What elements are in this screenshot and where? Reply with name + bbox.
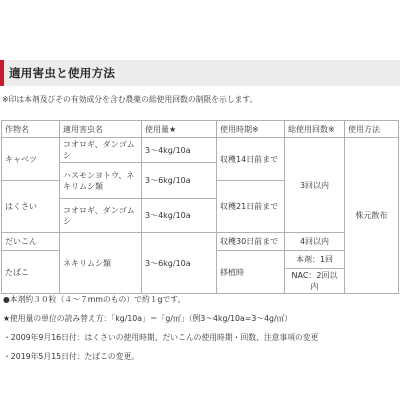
header-crop: 作物名 bbox=[2, 121, 60, 138]
pest-cell: ハスモンヨトウ、ネキリムシ類 bbox=[60, 163, 142, 199]
header-timing: 使用時期※ bbox=[217, 121, 285, 138]
table-row bbox=[2, 138, 399, 163]
count-cell: 3回以内 bbox=[285, 138, 345, 233]
footnote-revision-2009: ・2009年9月16日付：はくさいの使用時期、だいこんの使用時期・回数、注意事項の変更 bbox=[3, 333, 319, 342]
pest-cell: コオロギ、ダンゴムシ bbox=[60, 138, 142, 163]
footnotes bbox=[3, 294, 318, 370]
header-accent-bar bbox=[0, 60, 4, 86]
section-header bbox=[0, 60, 400, 86]
crop-hakusai: はくさい bbox=[2, 181, 60, 233]
header-pest: 適用害虫名 bbox=[60, 121, 142, 138]
timing-cell: 移植時 bbox=[217, 251, 285, 294]
count-cell: 4回以内 bbox=[285, 233, 345, 251]
pest-cell: コオロギ、ダンゴムシ bbox=[60, 199, 142, 233]
pest-cell: ネキリムシ類 bbox=[60, 233, 142, 294]
application-table bbox=[1, 120, 399, 294]
footnote-revision-2019: ・2019年5月15日付：たばこの変更。 bbox=[3, 352, 140, 361]
header-count: 総使用回数※ bbox=[285, 121, 345, 138]
amount-cell: 3～6kg/10a bbox=[142, 163, 217, 199]
amount-cell: 3～6kg/10a bbox=[142, 233, 217, 294]
method-cell: 株元散布 bbox=[345, 138, 399, 294]
footnote-unit: ★使用量の単位の読み替え方：「kg/10a」＝「g/㎡」（例3～4kg/10a=3～4g/㎡） bbox=[3, 314, 293, 323]
section-title: 適用害虫と使用方法 bbox=[9, 66, 116, 80]
restriction-note: ※印は本剤及びその有効成分を含む農薬の総使用回数の制限を示します。 bbox=[2, 95, 258, 104]
table-header-row bbox=[2, 121, 399, 138]
table-row bbox=[2, 233, 399, 251]
crop-daikon: だいこん bbox=[2, 233, 60, 251]
amount-cell: 3～4kg/10a bbox=[142, 138, 217, 163]
count-cell: NAC：2回以内 bbox=[285, 269, 345, 294]
header-method: 使用方法 bbox=[345, 121, 399, 138]
header-amount: 使用量★ bbox=[142, 121, 217, 138]
amount-cell: 3～4kg/10a bbox=[142, 199, 217, 233]
footnote-granule: ●本剤約３０粒（４～７mmのもの）で約１gです。 bbox=[3, 295, 186, 304]
crop-tabako: たばこ bbox=[2, 251, 60, 294]
timing-cell: 収穫21日前まで bbox=[217, 181, 285, 233]
timing-cell: 収穫30日前まで bbox=[217, 233, 285, 251]
timing-cell: 収穫14日前まで bbox=[217, 138, 285, 181]
count-cell: 本剤：1回 bbox=[285, 251, 345, 269]
crop-cabbage: キャベツ bbox=[2, 138, 60, 181]
